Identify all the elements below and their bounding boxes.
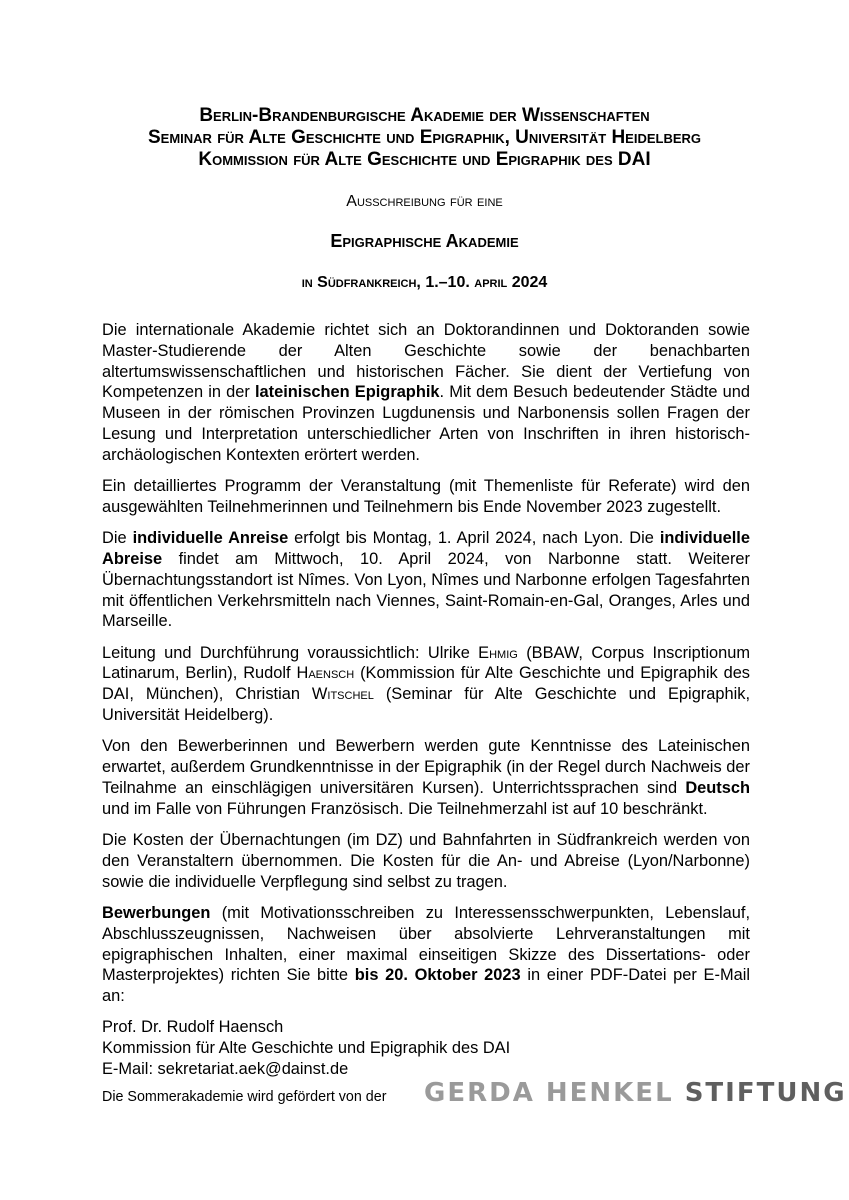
text-run: (mit Motivationsschreiben zu Interessensschwerpunkten, Lebenslauf, Abschlusszeugnissen, Nachweisen über absolvierte Lehrveranstaltungen mit epigraphischen Inhalten, einer maximal einseitigen Skizze des Dissertations- oder Masterprojektes) richten Sie bitte bbox=[102, 903, 750, 985]
institution-dai: Kommission für Alte Geschichte und Epigraphik des DAI bbox=[198, 149, 651, 170]
paragraph-requirements bbox=[102, 736, 750, 819]
emphasis: individuelle Anreise bbox=[132, 529, 289, 548]
call-subtitle: Ausschreibung für eine bbox=[346, 193, 503, 210]
institution-bbaw: Berlin-Brandenburgische Akademie der Wissenschaften bbox=[199, 105, 650, 126]
text-run: . Mit dem Besuch bedeutender Städte und Museen in der römischen Provinzen Lugdunensis und Narbonensis sollen Fragen der Lesung und Interpretation unterschiedlicher Arten von Inschriften in ihren historisch-archäologischen Kontexten erörtert werden. bbox=[102, 383, 750, 464]
text-run: (BBAW, Corpus Inscriptionum Latinarum, Berlin), Rudolf bbox=[102, 643, 750, 683]
text-run: erfolgt bis Montag, 1. April 2024, nach Lyon. Die bbox=[288, 529, 660, 548]
surname: Witschel bbox=[311, 685, 374, 704]
text-run: Die internationale Akademie richtet sich an Doktorandinnen und Doktoranden sowie Master-Studierende der Alten Geschichte sowie der benachbarten altertumswissenschaftlichen und historischen Fächer. Sie dient der Vertiefung von Kompetenzen in der bbox=[102, 321, 750, 402]
paragraph-intro bbox=[102, 320, 750, 466]
text-run: in einer PDF-Datei per E-Mail an: bbox=[102, 966, 751, 1006]
contact-block bbox=[102, 1017, 750, 1079]
sponsor-text: Die Sommerakademie wird gefördert von der bbox=[102, 1089, 387, 1105]
logo-part-2: STIFTUNG bbox=[684, 1078, 847, 1108]
text-run: (Seminar für Alte Geschichte und Epigraphik, Universität Heidelberg). bbox=[102, 685, 751, 725]
text-run: Leitung und Durchführung voraussichtlich: Ulrike bbox=[102, 643, 479, 662]
page-title: Epigraphische Akademie bbox=[330, 231, 519, 251]
sponsor-footer bbox=[102, 1078, 847, 1108]
text-run: Die bbox=[102, 529, 133, 548]
emphasis: Deutsch bbox=[685, 778, 750, 797]
surname: Ehmig bbox=[478, 643, 518, 662]
text-run: und im Falle von Führungen Französisch. Die Teilnehmerzahl ist auf 10 beschränkt. bbox=[102, 799, 708, 818]
contact-organization: Kommission für Alte Geschichte und Epigraphik des DAI bbox=[102, 1039, 511, 1058]
paragraph-travel bbox=[102, 528, 750, 632]
document-body bbox=[102, 320, 750, 1080]
institutions-header bbox=[0, 105, 849, 171]
logo-part-1: GERDA HENKEL bbox=[424, 1078, 674, 1108]
contact-email[interactable]: E-Mail: sekretariat.aek@dainst.de bbox=[102, 1060, 349, 1078]
paragraph-program: Ein detailliertes Programm der Veranstaltung (mit Themenliste für Referate) wird den ausgewählten Teilnehmerinnen und Teilnehmern bis Ende November 2023 zugestellt. bbox=[102, 477, 750, 516]
emphasis: individuelle Abreise bbox=[102, 529, 750, 568]
paragraph-leaders bbox=[102, 643, 750, 726]
text-run: (Kommission für Alte Geschichte und Epigraphik des DAI, München), Christian bbox=[102, 664, 751, 704]
contact-name: Prof. Dr. Rudolf Haensch bbox=[102, 1018, 284, 1037]
deadline: bis 20. Oktober 2023 bbox=[354, 966, 521, 985]
event-dates: in Südfrankreich, 1.–10. april 2024 bbox=[301, 274, 548, 291]
institution-heidelberg: Seminar für Alte Geschichte und Epigraphik, Universität Heidelberg bbox=[147, 127, 702, 148]
text-run: findet am Mittwoch, 10. April 2024, von Narbonne statt. Weiterer Übernachtungsstandort ist Nîmes. Von Lyon, Nîmes und Narbonne erfolgen Tagesfahrten mit öffentlichen Verkehrsmitteln nach Viennes, Saint-Romain-en-Gal, Oranges, Arles und Marseille. bbox=[102, 549, 750, 631]
gerda-henkel-logo bbox=[424, 1078, 847, 1108]
emphasis: lateinischen Epigraphik bbox=[254, 383, 440, 402]
emphasis: Bewerbungen bbox=[102, 903, 211, 922]
paragraph-applications bbox=[102, 903, 750, 1007]
paragraph-costs: Die Kosten der Übernachtungen (im DZ) und Bahnfahrten in Südfrankreich werden von den Veranstaltern übernommen. Die Kosten für die An- und Abreise (Lyon/Narbonne) sowie die individuelle Verpflegung sind selbst zu tragen. bbox=[102, 831, 750, 891]
text-run: Von den Bewerberinnen und Bewerbern werden gute Kenntnisse des Lateinischen erwartet, außerdem Grundkenntnisse in der Epigraphik (in der Regel durch Nachweis der Teilnahme an einschlägigen universitären Kursen). Unterrichtssprachen sind bbox=[102, 737, 750, 797]
surname: Haensch bbox=[296, 664, 355, 683]
